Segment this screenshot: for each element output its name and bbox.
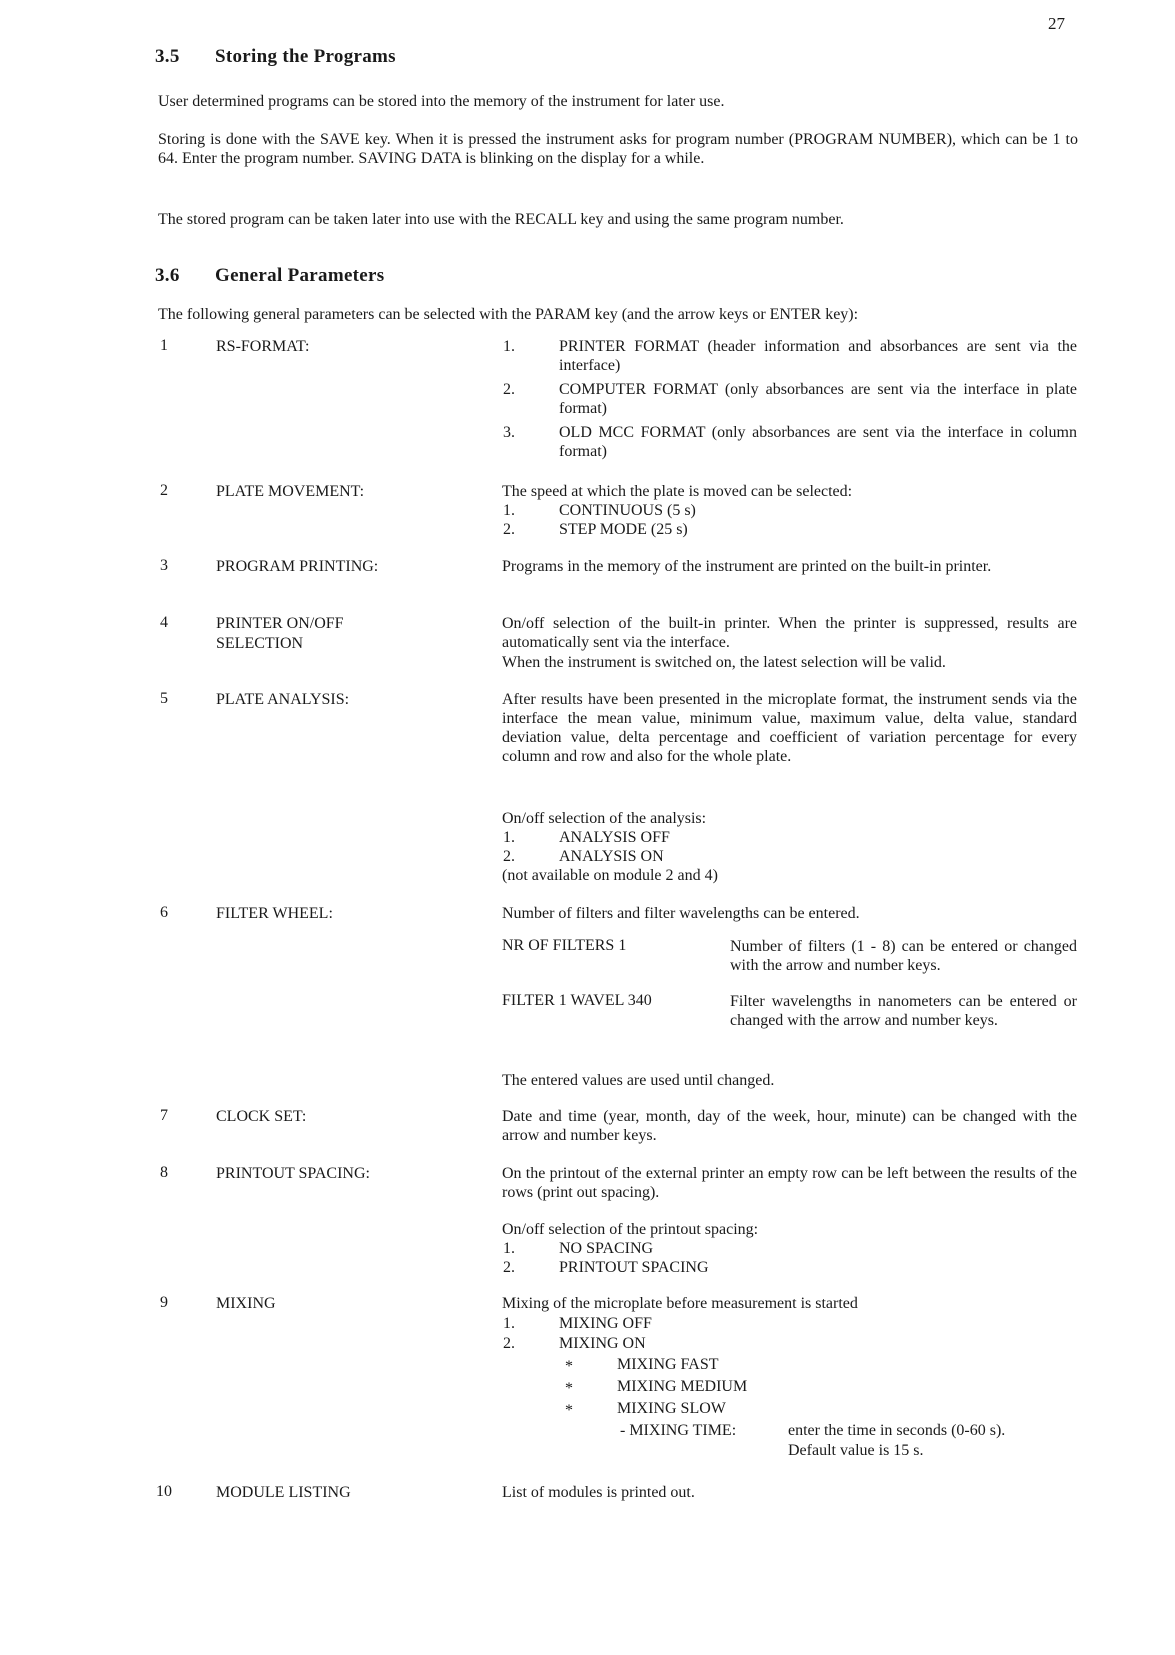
param-number: 3 <box>160 557 168 574</box>
param-label: RS-FORMAT: <box>216 338 310 355</box>
item-number: 1. <box>503 1240 515 1257</box>
mixing-time-label: - MIXING TIME: <box>620 1422 737 1439</box>
item-text: PRINTER FORMAT (header information and absorbances are sent via the interface) <box>559 338 1077 374</box>
item-number: 2. <box>503 521 515 538</box>
item-text: COMPUTER FORMAT (only absorbances are sent via the interface in plate format) <box>559 381 1077 417</box>
item-text: ANALYSIS OFF <box>559 829 670 846</box>
param-label: CLOCK SET: <box>216 1108 307 1125</box>
filter-count-readout: NR OF FILTERS 1 <box>502 937 627 954</box>
section-title: General Parameters <box>215 265 385 286</box>
param-description: On/off selection of the built-in printer. When the printer is suppressed, results are automatically sent via the interface. <box>502 615 1077 651</box>
param-label: PRINTOUT SPACING: <box>216 1165 370 1182</box>
paragraph: The following general parameters can be selected with the PARAM key (and the arrow keys or ENTER key): <box>158 306 859 323</box>
param-description: Number of filters and filter wavelengths can be entered. <box>502 905 860 922</box>
param-description: List of modules is printed out. <box>502 1484 695 1501</box>
sub-item-text: MIXING SLOW <box>617 1400 726 1417</box>
param-label: PRINTER ON/OFF <box>216 615 344 632</box>
item-text: OLD MCC FORMAT (only absorbances are sent via the interface in column format) <box>559 424 1077 460</box>
param-number: 10 <box>156 1483 172 1500</box>
param-label: PLATE ANALYSIS: <box>216 691 350 708</box>
sub-item-text: MIXING MEDIUM <box>617 1378 748 1395</box>
item-text: MIXING OFF <box>559 1315 652 1332</box>
section-number: 3.5 <box>155 46 180 67</box>
mixing-time-default: Default value is 15 s. <box>788 1442 924 1459</box>
param-description: Mixing of the microplate before measurement is started <box>502 1295 858 1312</box>
item-text: MIXING ON <box>559 1335 646 1352</box>
filter-wavelength-readout: FILTER 1 WAVEL 340 <box>502 992 652 1009</box>
page-number: 27 <box>1048 14 1065 33</box>
param-description: On the printout of the external printer an empty row can be left between the results of the rows (print out spacing). <box>502 1165 1077 1201</box>
item-number: 1. <box>503 1315 515 1332</box>
item-text: PRINTOUT SPACING <box>559 1259 709 1276</box>
item-number: 1. <box>503 338 515 355</box>
param-label: PLATE MOVEMENT: <box>216 483 365 500</box>
section-heading-3-6 <box>155 265 384 287</box>
param-description: After results have been presented in the microplate format, the instrument sends via the interface the mean value, minimum value, maximum value, delta value, standard deviation value, delta percentage and coefficient of variation percentage for every column and row and also for the whole plate. <box>502 691 1077 765</box>
param-description: When the instrument is switched on, the latest selection will be valid. <box>502 654 946 671</box>
section-heading-3-5 <box>155 46 396 68</box>
param-label: SELECTION <box>216 635 304 652</box>
bullet-icon: * <box>565 1380 573 1397</box>
param-number: 4 <box>160 614 168 631</box>
item-number: 2. <box>503 1335 515 1352</box>
param-description: The speed at which the plate is moved can be selected: <box>502 483 853 500</box>
item-number: 1. <box>503 502 515 519</box>
filter-wavelength-description: Filter wavelengths in nanometers can be entered or changed with the arrow and number keys. <box>730 993 1077 1029</box>
item-number: 2. <box>503 381 515 398</box>
list-item <box>503 337 1077 377</box>
paragraph: User determined programs can be stored into the memory of the instrument for later use. <box>158 93 725 110</box>
param-number: 2 <box>160 482 168 499</box>
bullet-icon: * <box>565 1402 573 1419</box>
mixing-time-description: enter the time in seconds (0-60 s). <box>788 1422 1006 1439</box>
param-number: 8 <box>160 1164 168 1181</box>
param-description: Programs in the memory of the instrument are printed on the built-in printer. <box>502 558 992 575</box>
item-text: CONTINUOUS (5 s) <box>559 502 696 519</box>
param-number: 9 <box>160 1294 168 1311</box>
param-description: On/off selection of the printout spacing: <box>502 1221 759 1238</box>
list-item <box>503 380 1077 420</box>
list-item <box>503 423 1077 463</box>
item-number: 2. <box>503 1259 515 1276</box>
param-number: 6 <box>160 904 168 921</box>
param-label: MIXING <box>216 1295 276 1312</box>
item-number: 3. <box>503 424 515 441</box>
param-label: FILTER WHEEL: <box>216 905 333 922</box>
section-number: 3.6 <box>155 265 180 286</box>
item-text: STEP MODE (25 s) <box>559 521 688 538</box>
paragraph: The stored program can be taken later into use with the RECALL key and using the same program number. <box>158 211 844 228</box>
param-number: 5 <box>160 690 168 707</box>
filter-count-description: Number of filters (1 - 8) can be entered or changed with the arrow and number keys. <box>730 938 1077 974</box>
param-description: On/off selection of the analysis: <box>502 810 707 827</box>
param-note: (not available on module 2 and 4) <box>502 867 718 884</box>
param-description: Date and time (year, month, day of the week, hour, minute) can be changed with the arrow and number keys. <box>502 1108 1077 1144</box>
item-text: NO SPACING <box>559 1240 654 1257</box>
paragraph: Storing is done with the SAVE key. When it is pressed the instrument asks for program number (PROGRAM NUMBER), which can be 1 to 64. Enter the program number. SAVING DATA is blinking on the display for a while. <box>158 131 1078 167</box>
item-text: ANALYSIS ON <box>559 848 664 865</box>
param-label: MODULE LISTING <box>216 1484 351 1501</box>
bullet-icon: * <box>565 1358 573 1375</box>
section-title: Storing the Programs <box>215 46 396 67</box>
param-number: 1 <box>160 337 168 354</box>
sub-item-text: MIXING FAST <box>617 1356 719 1373</box>
param-number: 7 <box>160 1107 168 1124</box>
param-description: The entered values are used until changed. <box>502 1072 775 1089</box>
item-number: 2. <box>503 848 515 865</box>
param-label: PROGRAM PRINTING: <box>216 558 379 575</box>
item-number: 1. <box>503 829 515 846</box>
